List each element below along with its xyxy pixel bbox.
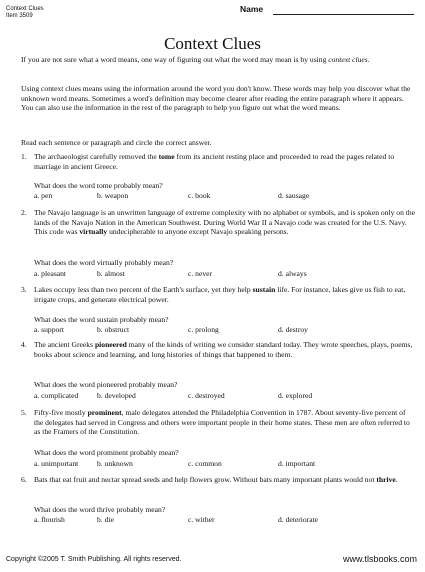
intro-paragraph-2: Using context clues means using the information around the word you don't know. These words may help you discover what the unknown word means. Sometimes a word's definition may become clearer after reading the entire paragraph where it appears. You can also use the information in the rest of the paragraph to help you figure out what the word means. [21, 84, 411, 112]
option-a[interactable]: a. complicated [34, 391, 79, 400]
name-field[interactable] [240, 4, 420, 14]
website-url[interactable]: www.tlsbooks.com [342, 554, 417, 564]
question-number: 1. [21, 152, 27, 161]
question-2-prompt: What does the word virtually probably mean? [34, 258, 174, 267]
question-6-options [34, 515, 409, 525]
question-1-options [34, 191, 409, 201]
question-2-passage: 2. The Navajo language is an unwritten language of extreme complexity with no alphabet or symbols, and is spoken only on the lands of the Navajo Nation in the American Southwest. During World War II a Navajo code was created for the U.S. Navy. This code was virtually undecipherable to anyone except Navajo speaking persons. [21, 208, 416, 236]
option-c[interactable]: c. book [188, 191, 211, 200]
option-b[interactable]: b. weapon [97, 191, 129, 200]
name-line[interactable] [273, 14, 414, 15]
question-3-prompt: What does the word sustain probably mean? [34, 315, 169, 324]
instructions: Read each sentence or paragraph and circle the correct answer. [21, 138, 212, 147]
option-a[interactable]: a. pen [34, 191, 53, 200]
target-word: pioneered [94, 340, 127, 349]
question-5-prompt: What does the word prominent probably mean? [34, 448, 179, 457]
question-number: 3. [21, 285, 27, 294]
question-3-options [34, 325, 409, 335]
name-label: Name [240, 4, 264, 14]
option-d[interactable]: d. destroy [278, 325, 308, 334]
option-a[interactable]: a. support [34, 325, 64, 334]
option-d[interactable]: d. important [278, 459, 316, 468]
option-d[interactable]: d. always [278, 269, 307, 278]
target-word: prominent [87, 408, 122, 417]
option-b[interactable]: b. unknown [97, 459, 133, 468]
header-info [6, 6, 44, 20]
question-1-prompt: What does the word tome probably mean? [34, 181, 163, 190]
option-c[interactable]: c. destroyed [188, 391, 225, 400]
option-c[interactable]: c. prolong [188, 325, 219, 334]
option-c[interactable]: c. common [188, 459, 222, 468]
question-4-passage: 4. The ancient Greeks pioneered many of the kinds of writing we consider standard today. They wrote speeches, plays, poems, books about science and learning, and long histories of things that happened to them. [21, 340, 413, 359]
target-word: virtually [79, 227, 108, 236]
subject-label: Context Clues [6, 6, 44, 12]
option-a[interactable]: a. unimportant [34, 459, 79, 468]
option-c[interactable]: c. never [188, 269, 213, 278]
target-word: thrive [376, 475, 396, 484]
question-4-prompt: What does the word pioneered probably mean? [34, 380, 178, 389]
option-b[interactable]: b. obstruct [97, 325, 130, 334]
option-b[interactable]: b. die [97, 515, 114, 524]
question-5-options [34, 459, 409, 469]
question-1-passage: 1. The archaeologist carefully removed the tome from its ancient resting place and proceeded to read the pages related to marriage in ancient Greece. [21, 152, 395, 171]
context-clues-term: context clues [328, 55, 368, 64]
option-a[interactable]: a. flourish [34, 515, 65, 524]
question-4-options [34, 391, 409, 401]
question-6-passage: 6. Bats that eat fruit and nectar spread seeds and help flowers grow. Without bats many important plants would not thrive. [21, 475, 398, 484]
option-b[interactable]: b. almost [97, 269, 125, 278]
target-word: sustain [252, 285, 276, 294]
question-number: 4. [21, 340, 27, 349]
item-number: Item 3509 [6, 13, 33, 19]
question-number: 6. [21, 475, 27, 484]
option-d[interactable]: d. deteriorate [278, 515, 319, 524]
target-word: tome [158, 152, 175, 161]
option-b[interactable]: b. developed [97, 391, 136, 400]
question-3-passage: 3. Lakes occupy less than two percent of the Earth's surface, yet they help sustain life. For instance, lakes give us fish to eat, irrigate crops, and generate electrical power. [21, 285, 406, 304]
question-5-passage: 5. Fifty-five mostly prominent, male delegates attended the Philadelphia Convention in 1787. About seventy-five percent of the delegates had served in Congress and others were important people in their home states. These men are often referred to as the Framers of the Constitution. [21, 408, 410, 436]
intro-paragraph-1: If you are not sure what a word means, one way of figuring out what the word may mean is by using context clues. [21, 55, 370, 64]
question-2-options [34, 269, 409, 279]
option-c[interactable]: c. wither [188, 515, 215, 524]
page-title: Context Clues [164, 34, 261, 53]
option-d[interactable]: d. sausage [278, 191, 310, 200]
question-6-prompt: What does the word thrive probably mean? [34, 505, 166, 514]
question-number: 5. [21, 408, 27, 417]
option-a[interactable]: a. pleasant [34, 269, 67, 278]
question-number: 2. [21, 208, 27, 217]
copyright-notice: Copyright ©2005 T. Smith Publishing. All rights reserved. [6, 556, 182, 563]
option-d[interactable]: d. explored [278, 391, 313, 400]
